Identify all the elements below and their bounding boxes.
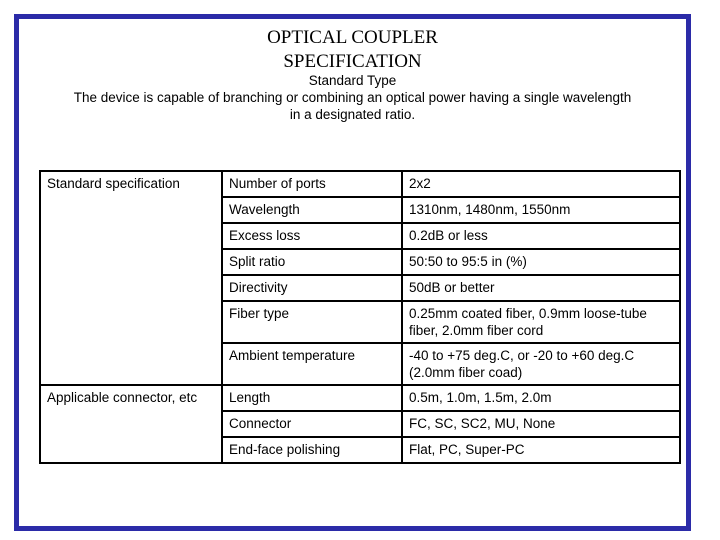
table-row	[40, 385, 680, 411]
description-line-1: The device is capable of branching or combining an optical power having a single wavelength	[73, 90, 632, 105]
value-cell: -40 to +75 deg.C, or -20 to +60 deg.C (2.0mm fiber coad)	[402, 343, 680, 385]
parameter-cell: Length	[222, 385, 402, 411]
value-cell: FC, SC, SC2, MU, None	[402, 411, 680, 437]
subtitle: Standard Type	[308, 73, 397, 88]
description	[19, 89, 686, 123]
title-line-1: OPTICAL COUPLER	[267, 27, 438, 48]
slide-title	[19, 26, 686, 74]
description-line-2: in a designated ratio.	[289, 107, 416, 122]
title-line-2: SPECIFICATION	[283, 51, 422, 72]
parameter-cell: Connector	[222, 411, 402, 437]
value-cell: 0.25mm coated fiber, 0.9mm loose-tube fiber, 2.0mm fiber cord	[402, 301, 680, 343]
parameter-cell: Wavelength	[222, 197, 402, 223]
value-cell: 0.2dB or less	[402, 223, 680, 249]
category-cell-standard: Standard specification	[40, 171, 222, 385]
category-cell-connector: Applicable connector, etc	[40, 385, 222, 463]
spec-table	[39, 170, 681, 464]
parameter-cell: End-face polishing	[222, 437, 402, 463]
value-cell: 50dB or better	[402, 275, 680, 301]
table-row	[40, 171, 680, 197]
parameter-cell: Directivity	[222, 275, 402, 301]
parameter-cell: Fiber type	[222, 301, 402, 343]
value-cell: 1310nm, 1480nm, 1550nm	[402, 197, 680, 223]
slide-frame	[14, 14, 691, 531]
value-cell: 50:50 to 95:5 in (%)	[402, 249, 680, 275]
parameter-cell: Split ratio	[222, 249, 402, 275]
value-cell: 2x2	[402, 171, 680, 197]
parameter-cell: Ambient temperature	[222, 343, 402, 385]
parameter-cell: Excess loss	[222, 223, 402, 249]
value-cell: 0.5m, 1.0m, 1.5m, 2.0m	[402, 385, 680, 411]
value-cell: Flat, PC, Super-PC	[402, 437, 680, 463]
parameter-cell: Number of ports	[222, 171, 402, 197]
